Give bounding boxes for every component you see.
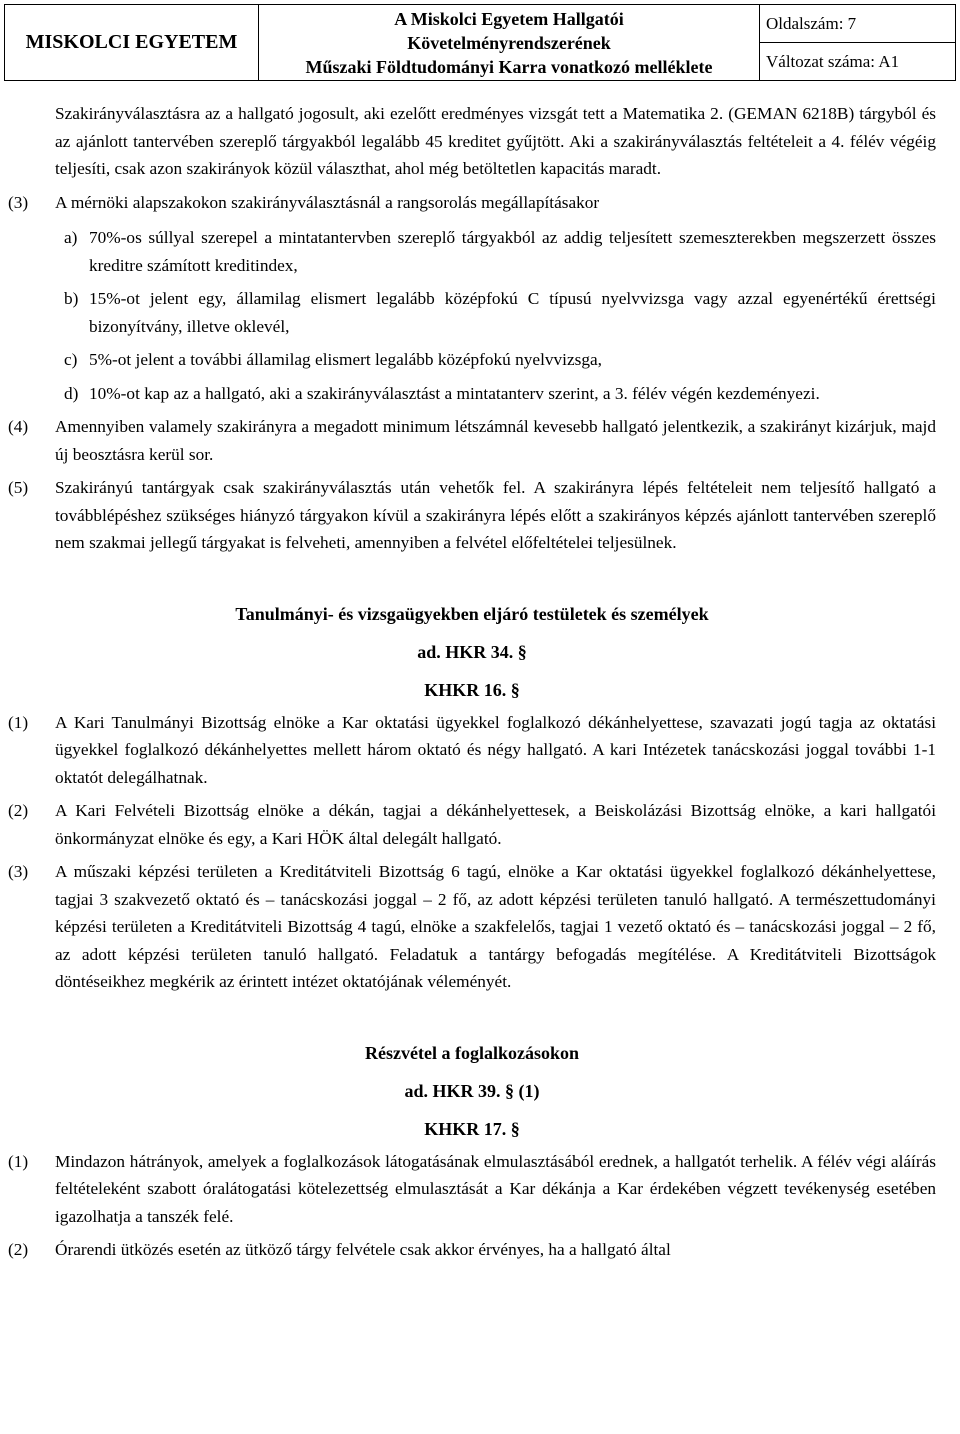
paragraph-text: A műszaki képzési területen a Kreditátviteli Bizottság 6 tagú, elnöke a Kar oktatási ügyekkel foglalkozó dékánhelyettese, tagjai 3 szakvezető oktató és – tanácskozási joggal – 2 fő, az adott képzési területen tanuló hallgató. A természettudományi képzési területen a Kreditátviteli Bizottság 4 tagú, elnöke a szakfelelős, tagjai 1 vezető oktató és – tanácskozási joggal – 2 fő, az adott képzési területen tanuló hallgató. Feladatuk a tantárgy befogadás megítélése. A Kreditátviteli Bizottságok döntéseikhez megkérik az érintett intézet oktatójának véleményét. [55, 862, 936, 991]
version-number: Változat száma: A1 [760, 43, 956, 81]
document-title [259, 5, 760, 81]
paragraph-text: Szakirányú tantárgyak csak szakirányválasztás után vehetők fel. A szakirányra lépés feltételeit nem teljesítő hallgató a továbblépéshez szükséges hiányzó tárgyakon kívül a szakirányra lépés előtt a szakirányos képzés ajánlott tantervében szereplő nem szakmai jellegű tárgyakat is felveheti, amennyiben a felvétel előfeltételei teljesülnek. [55, 478, 936, 552]
paragraph-number: (2) [8, 801, 29, 820]
numbered-paragraph [8, 1236, 936, 1264]
numbered-paragraph [8, 858, 936, 996]
document-title-line2: Követelményrendszerének [407, 32, 611, 53]
section-reference: KHKR 17. § [424, 1118, 520, 1139]
list-item-text: 5%-ot jelent a további államilag elismert legalább középfokú nyelvvizsga, [89, 350, 602, 369]
section-reference: ad. HKR 34. § [417, 641, 527, 662]
numbered-paragraph [8, 1148, 936, 1231]
paragraph-number: (3) [8, 192, 29, 212]
paragraph-text: Órarendi ütközés esetén az ütköző tárgy felvétele csak akkor érvényes, ha a hallgató által [55, 1240, 671, 1259]
paragraph-text: A mérnöki alapszakokon szakirányválasztásnál a rangsorolás megállapításakor [55, 192, 600, 212]
list-item-label: b) [64, 289, 79, 308]
list-item-label: d) [64, 383, 79, 403]
section-heading: Részvétel a foglalkozásokon [365, 1042, 579, 1063]
intro-text: Szakirányválasztásra az a hallgató jogosult, aki ezelőtt eredményes vizsgát tett a Matematika 2. (GEMAN 6218B) tárgyból és az ajánlott tantervében szereplő tárgyakból legalább 45 kreditet gyűjtött. Aki a szakirányválasztás feltételeit a 4. félév végéig teljesíti, csak azon szakirányok közül választhat, ahol még betöltetlen kapacitás maradt. [55, 104, 936, 178]
paragraph-number: (1) [8, 1151, 29, 1171]
document-title-line1: A Miskolci Egyetem Hallgatói [394, 8, 624, 29]
numbered-paragraph [8, 474, 936, 557]
university-name: MISKOLCI EGYETEM [5, 5, 259, 81]
paragraph-number: (1) [8, 712, 29, 732]
paragraph-number: (2) [8, 1240, 29, 1259]
paragraph-number: (4) [8, 417, 29, 436]
list-item [8, 380, 936, 408]
list-item-text: 15%-ot jelent egy, államilag elismert legalább középfokú C típusú nyelvvizsga vagy azzal egyenértékű érettségi bizonyítvány, illetve oklevél, [89, 289, 936, 336]
intro-paragraph [8, 100, 936, 183]
document-title-line3: Műszaki Földtudományi Karra vonatkozó melléklete [305, 56, 713, 77]
list-item [8, 224, 936, 279]
list-item [8, 285, 936, 340]
paragraph-text: A Kari Tanulmányi Bizottság elnöke a Kar oktatási ügyekkel foglalkozó dékánhelyettese, szavazati jogú tagja az oktatási ügyekkel foglalkozó dékánhelyettes mellett három oktató és négy hallgató. A kari Intézetek tanácskozási joggal további 1-1 oktatót delegálhatnak. [55, 712, 936, 787]
paragraph-text: Mindazon hátrányok, amelyek a foglalkozások látogatásának elmulasztásából erednek, a hallgatót terhelik. A félév végi aláírás feltételeként szabott óralátogatási kötelezettség elmulasztását a Kar dékánja a Kar érdekében végzett tevékenység esetében igazolhatja a tanszék felé. [55, 1151, 936, 1226]
numbered-paragraph [8, 709, 936, 792]
page-number: Oldalszám: 7 [760, 5, 956, 43]
document-body [8, 100, 936, 1264]
numbered-paragraph [8, 797, 936, 852]
section-heading: Tanulmányi- és vizsgaügyekben eljáró testületek és személyek [235, 603, 709, 624]
list-item [8, 346, 936, 374]
paragraph-text: A Kari Felvételi Bizottság elnöke a dékán, tagjai a dékánhelyettesek, a Beiskolázási Bizottság elnöke, a kari hallgatói önkormányzat elnöke és egy, a Kari HÖK által delegált hallgató. [55, 801, 936, 848]
list-item-text: 10%-ot kap az a hallgató, aki a szakirányválasztást a mintatanterv szerint, a 3. félév végén kezdeményezi. [89, 383, 820, 403]
section-reference: ad. HKR 39. § (1) [404, 1080, 540, 1101]
list-item-label: c) [64, 350, 78, 369]
rank-paragraph [8, 189, 936, 217]
list-item-text: 70%-os súllyal szerepel a mintatantervben szereplő tárgyakból az addig teljesített szemeszterekben megszerzett összes kreditre számított kreditindex, [89, 228, 936, 275]
list-item-label: a) [64, 228, 78, 247]
paragraph-number: (5) [8, 478, 29, 497]
page-header [4, 4, 956, 81]
numbered-paragraph [8, 413, 936, 468]
paragraph-text: Amennyiben valamely szakirányra a megadott minimum létszámnál kevesebb hallgató jelentkezik, a szakirányt kizárjuk, majd új beosztásra kerül sor. [55, 417, 936, 464]
section-reference: KHKR 16. § [424, 679, 520, 700]
paragraph-number: (3) [8, 862, 29, 881]
